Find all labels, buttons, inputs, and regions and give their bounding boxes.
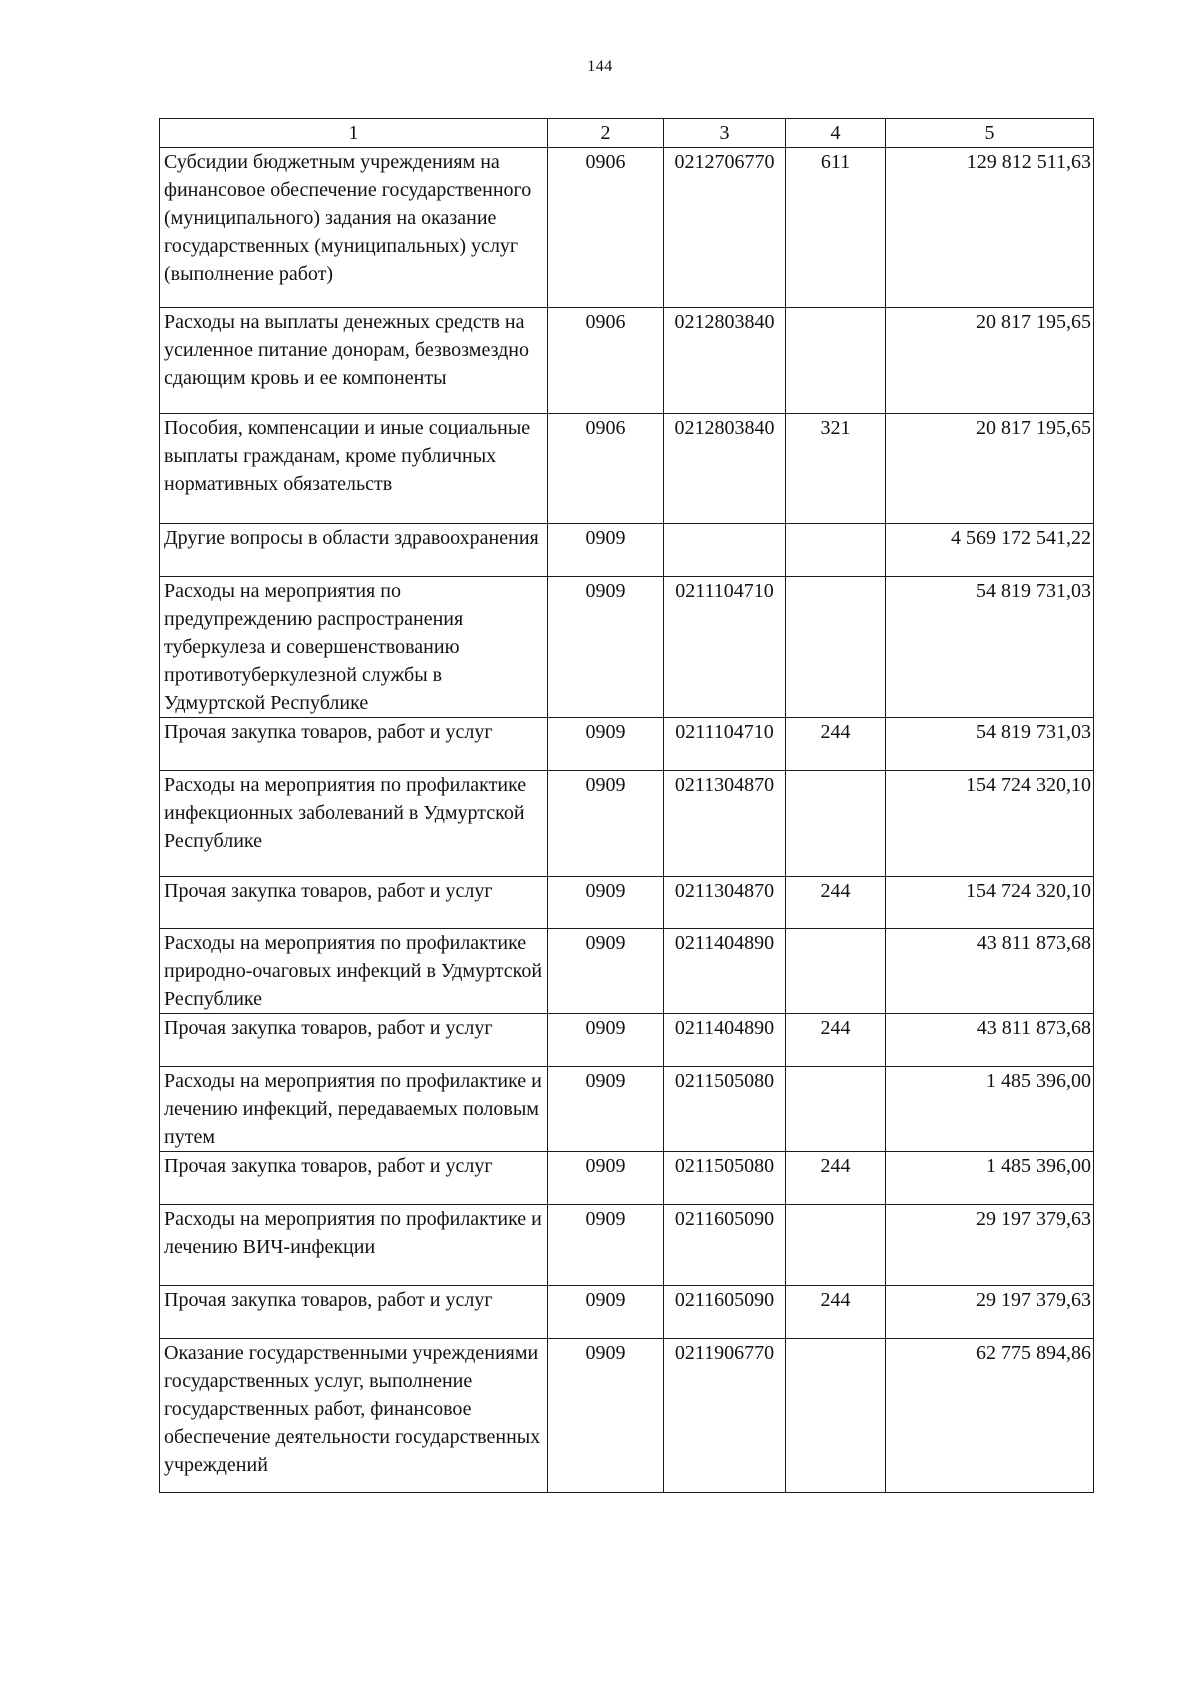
row-section-cell: 0909 [548, 1014, 664, 1067]
row-name-cell: Прочая закупка товаров, работ и услуг [160, 1152, 548, 1205]
row-section-cell: 0909 [548, 1286, 664, 1339]
row-name-cell: Пособия, компенсации и иные социальные выплаты гражданам, кроме публичных нормативных обязательств [160, 414, 548, 524]
row-target-code-cell [664, 524, 786, 577]
row-section-cell: 0909 [548, 577, 664, 718]
column-header-1: 1 [160, 119, 548, 148]
column-header-4: 4 [786, 119, 886, 148]
table-header-row [160, 119, 1094, 148]
row-expense-type-cell [786, 929, 886, 1014]
table-row [160, 148, 1094, 308]
table-row [160, 308, 1094, 414]
row-name-cell: Субсидии бюджетным учреждениям на финансовое обеспечение государственного (муниципального) задания на оказание государственных (муниципальных) услуг (выполнение работ) [160, 148, 548, 308]
row-amount-cell: 29 197 379,63 [886, 1286, 1094, 1339]
row-expense-type-cell: 321 [786, 414, 886, 524]
row-expense-type-cell: 244 [786, 877, 886, 929]
row-target-code-cell: 0211104710 [664, 718, 786, 771]
table-row [160, 1014, 1094, 1067]
row-section-cell: 0909 [548, 1152, 664, 1205]
row-name-cell: Прочая закупка товаров, работ и услуг [160, 1286, 548, 1339]
row-name-cell: Расходы на мероприятия по профилактике инфекционных заболеваний в Удмуртской Республике [160, 771, 548, 877]
row-amount-cell: 62 775 894,86 [886, 1339, 1094, 1493]
table-row [160, 1339, 1094, 1493]
row-expense-type-cell [786, 1339, 886, 1493]
row-target-code-cell: 0211906770 [664, 1339, 786, 1493]
row-target-code-cell: 0212706770 [664, 148, 786, 308]
row-amount-cell: 154 724 320,10 [886, 771, 1094, 877]
row-expense-type-cell [786, 771, 886, 877]
table-row [160, 718, 1094, 771]
row-name-cell: Прочая закупка товаров, работ и услуг [160, 718, 548, 771]
row-expense-type-cell: 244 [786, 718, 886, 771]
row-amount-cell: 54 819 731,03 [886, 577, 1094, 718]
row-amount-cell: 129 812 511,63 [886, 148, 1094, 308]
table-row [160, 877, 1094, 929]
row-name-cell: Прочая закупка товаров, работ и услуг [160, 1014, 548, 1067]
row-amount-cell: 20 817 195,65 [886, 308, 1094, 414]
row-target-code-cell: 0211605090 [664, 1205, 786, 1286]
row-section-cell: 0909 [548, 718, 664, 771]
table-row [160, 929, 1094, 1014]
row-section-cell: 0909 [548, 1067, 664, 1152]
table-row [160, 1067, 1094, 1152]
column-header-5: 5 [886, 119, 1094, 148]
row-expense-type-cell: 244 [786, 1014, 886, 1067]
row-target-code-cell: 0211505080 [664, 1067, 786, 1152]
table-row [160, 524, 1094, 577]
row-section-cell: 0906 [548, 148, 664, 308]
row-amount-cell: 20 817 195,65 [886, 414, 1094, 524]
row-section-cell: 0909 [548, 929, 664, 1014]
row-expense-type-cell [786, 1067, 886, 1152]
row-target-code-cell: 0211304870 [664, 771, 786, 877]
row-name-cell: Другие вопросы в области здравоохранения [160, 524, 548, 577]
row-target-code-cell: 0212803840 [664, 308, 786, 414]
row-amount-cell: 43 811 873,68 [886, 1014, 1094, 1067]
row-expense-type-cell [786, 308, 886, 414]
row-target-code-cell: 0211605090 [664, 1286, 786, 1339]
row-amount-cell: 54 819 731,03 [886, 718, 1094, 771]
row-name-cell: Расходы на мероприятия по профилактике и лечению ВИЧ-инфекции [160, 1205, 548, 1286]
column-header-2: 2 [548, 119, 664, 148]
row-name-cell: Расходы на мероприятия по предупреждению распространения туберкулеза и совершенствованию противотуберкулезной службы в Удмуртской Республике [160, 577, 548, 718]
row-section-cell: 0909 [548, 524, 664, 577]
row-target-code-cell: 0211404890 [664, 1014, 786, 1067]
page-number: 144 [587, 58, 613, 75]
table-body [160, 148, 1094, 1493]
row-target-code-cell: 0211505080 [664, 1152, 786, 1205]
table-row [160, 1205, 1094, 1286]
row-name-cell: Расходы на мероприятия по профилактике природно-очаговых инфекций в Удмуртской Республике [160, 929, 548, 1014]
row-name-cell: Расходы на выплаты денежных средств на усиленное питание донорам, безвозмездно сдающим кровь и ее компоненты [160, 308, 548, 414]
row-name-cell: Прочая закупка товаров, работ и услуг [160, 877, 548, 929]
row-amount-cell: 29 197 379,63 [886, 1205, 1094, 1286]
row-target-code-cell: 0212803840 [664, 414, 786, 524]
row-target-code-cell: 0211104710 [664, 577, 786, 718]
row-expense-type-cell: 611 [786, 148, 886, 308]
row-expense-type-cell: 244 [786, 1286, 886, 1339]
table-row [160, 414, 1094, 524]
row-section-cell: 0909 [548, 1205, 664, 1286]
row-name-cell: Расходы на мероприятия по профилактике и лечению инфекций, передаваемых половым путем [160, 1067, 548, 1152]
row-expense-type-cell [786, 577, 886, 718]
row-expense-type-cell [786, 1205, 886, 1286]
table-row [160, 1152, 1094, 1205]
row-amount-cell: 1 485 396,00 [886, 1152, 1094, 1205]
row-target-code-cell: 0211404890 [664, 929, 786, 1014]
row-amount-cell: 4 569 172 541,22 [886, 524, 1094, 577]
row-expense-type-cell: 244 [786, 1152, 886, 1205]
row-expense-type-cell [786, 524, 886, 577]
row-section-cell: 0906 [548, 414, 664, 524]
table-row [160, 1286, 1094, 1339]
table-row [160, 771, 1094, 877]
row-section-cell: 0906 [548, 308, 664, 414]
row-section-cell: 0909 [548, 1339, 664, 1493]
row-amount-cell: 154 724 320,10 [886, 877, 1094, 929]
row-name-cell: Оказание государственными учреждениями государственных услуг, выполнение государственных работ, финансовое обеспечение деятельности государственных учреждений [160, 1339, 548, 1493]
row-amount-cell: 1 485 396,00 [886, 1067, 1094, 1152]
row-section-cell: 0909 [548, 771, 664, 877]
table-row [160, 577, 1094, 718]
row-target-code-cell: 0211304870 [664, 877, 786, 929]
row-amount-cell: 43 811 873,68 [886, 929, 1094, 1014]
budget-table [159, 118, 1094, 1493]
column-header-3: 3 [664, 119, 786, 148]
row-section-cell: 0909 [548, 877, 664, 929]
